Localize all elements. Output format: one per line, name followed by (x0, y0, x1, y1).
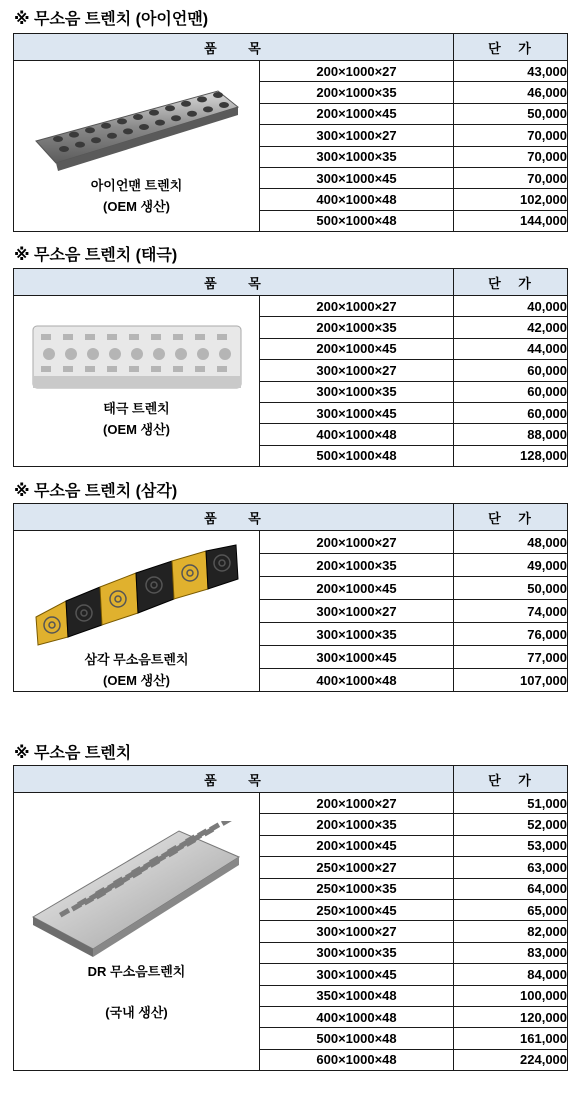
spec-cell: 300×1000×27 (260, 360, 454, 381)
price-cell: 60,000 (454, 402, 568, 423)
price-cell: 74,000 (454, 600, 568, 623)
price-cell: 42,000 (454, 317, 568, 338)
spec-cell: 300×1000×45 (260, 964, 454, 985)
spec-cell: 350×1000×48 (260, 985, 454, 1006)
spec-cell: 300×1000×35 (260, 146, 454, 167)
price-cell: 64,000 (454, 878, 568, 899)
spec-cell: 600×1000×48 (260, 1049, 454, 1070)
section-title-dr: ※ 무소음 트렌치 (14, 745, 132, 762)
price-cell: 102,000 (454, 189, 568, 210)
price-cell: 107,000 (454, 669, 568, 692)
table-row (14, 61, 568, 82)
spec-cell: 200×1000×45 (260, 103, 454, 124)
spec-cell: 500×1000×48 (260, 210, 454, 231)
header-price: 단 가 (454, 34, 568, 61)
price-table-taegeuk (13, 268, 568, 467)
header-item: 품 목 (14, 269, 454, 296)
table-row (14, 531, 568, 554)
price-cell: 52,000 (454, 814, 568, 835)
product-name: 삼각 무소음트렌치 (84, 652, 189, 667)
ironman-trench-image (32, 83, 242, 175)
spec-cell: 200×1000×45 (260, 577, 454, 600)
spec-cell: 250×1000×35 (260, 878, 454, 899)
spec-cell: 200×1000×35 (260, 82, 454, 103)
price-cell: 51,000 (454, 793, 568, 814)
price-cell: 53,000 (454, 835, 568, 856)
price-cell: 50,000 (454, 103, 568, 124)
spec-cell: 200×1000×35 (260, 814, 454, 835)
product-name: 태극 트렌치 (103, 401, 170, 416)
spec-cell: 200×1000×27 (260, 296, 454, 317)
price-cell: 88,000 (454, 424, 568, 445)
price-cell: 49,000 (454, 554, 568, 577)
spec-cell: 200×1000×45 (260, 835, 454, 856)
spec-cell: 300×1000×35 (260, 381, 454, 402)
spec-cell: 300×1000×35 (260, 623, 454, 646)
price-cell: 48,000 (454, 531, 568, 554)
price-cell: 82,000 (454, 921, 568, 942)
price-cell: 44,000 (454, 338, 568, 359)
spec-cell: 200×1000×27 (260, 61, 454, 82)
spec-cell: 400×1000×48 (260, 424, 454, 445)
spec-cell: 300×1000×45 (260, 402, 454, 423)
spec-cell: 200×1000×27 (260, 531, 454, 554)
product-cell (14, 531, 260, 692)
spec-cell: 250×1000×45 (260, 899, 454, 920)
price-cell: 77,000 (454, 646, 568, 669)
spec-cell: 300×1000×35 (260, 942, 454, 963)
header-price: 단 가 (454, 269, 568, 296)
spec-cell: 400×1000×48 (260, 189, 454, 210)
header-item: 품 목 (14, 34, 454, 61)
price-cell: 40,000 (454, 296, 568, 317)
product-origin: (OEM 생산) (103, 422, 170, 437)
product-name: 아이언맨 트렌치 (90, 178, 183, 193)
price-cell: 70,000 (454, 125, 568, 146)
product-cell (14, 793, 260, 1071)
price-cell: 70,000 (454, 167, 568, 188)
price-cell: 65,000 (454, 899, 568, 920)
dr-trench-image (29, 821, 244, 961)
spec-cell: 200×1000×35 (260, 317, 454, 338)
section-title-taegeuk: ※ 무소음 트렌치 (태극) (14, 247, 178, 264)
spec-cell: 500×1000×48 (260, 1028, 454, 1049)
price-cell: 70,000 (454, 146, 568, 167)
price-cell: 76,000 (454, 623, 568, 646)
spec-cell: 200×1000×45 (260, 338, 454, 359)
spec-cell: 400×1000×48 (260, 1006, 454, 1027)
price-cell: 50,000 (454, 577, 568, 600)
price-cell: 46,000 (454, 82, 568, 103)
spec-cell: 400×1000×48 (260, 669, 454, 692)
spec-cell: 300×1000×45 (260, 646, 454, 669)
price-cell: 161,000 (454, 1028, 568, 1049)
price-table-ironman (13, 33, 568, 232)
section-title-ironman: ※ 무소음 트렌치 (아이언맨) (14, 11, 209, 28)
price-table-triangle (13, 503, 568, 692)
spec-cell: 300×1000×27 (260, 600, 454, 623)
price-table-dr (13, 765, 568, 1071)
price-cell: 63,000 (454, 857, 568, 878)
spec-cell: 250×1000×27 (260, 857, 454, 878)
header-item: 품 목 (14, 504, 454, 531)
header-price: 단 가 (454, 766, 568, 793)
product-cell (14, 296, 260, 467)
price-cell: 84,000 (454, 964, 568, 985)
taegeuk-trench-image (27, 316, 247, 398)
spec-cell: 300×1000×27 (260, 125, 454, 146)
price-cell: 128,000 (454, 445, 568, 466)
price-cell: 100,000 (454, 985, 568, 1006)
spec-cell: 300×1000×45 (260, 167, 454, 188)
product-origin: (OEM 생산) (103, 673, 170, 688)
product-origin: (OEM 생산) (103, 199, 170, 214)
table-row (14, 793, 568, 814)
price-cell: 43,000 (454, 61, 568, 82)
spec-cell: 300×1000×27 (260, 921, 454, 942)
product-origin: (국내 생산) (105, 1005, 168, 1020)
header-price: 단 가 (454, 504, 568, 531)
spec-cell: 200×1000×35 (260, 554, 454, 577)
section-title-triangle: ※ 무소음 트렌치 (삼각) (14, 483, 178, 500)
product-name: DR 무소음트렌치 (87, 964, 186, 979)
header-item: 품 목 (14, 766, 454, 793)
price-cell: 60,000 (454, 381, 568, 402)
price-cell: 224,000 (454, 1049, 568, 1070)
triangle-trench-image (32, 541, 242, 649)
price-cell: 120,000 (454, 1006, 568, 1027)
price-cell: 144,000 (454, 210, 568, 231)
table-row (14, 296, 568, 317)
spec-cell: 500×1000×48 (260, 445, 454, 466)
price-cell: 83,000 (454, 942, 568, 963)
price-cell: 60,000 (454, 360, 568, 381)
product-cell (14, 61, 260, 232)
spec-cell: 200×1000×27 (260, 793, 454, 814)
